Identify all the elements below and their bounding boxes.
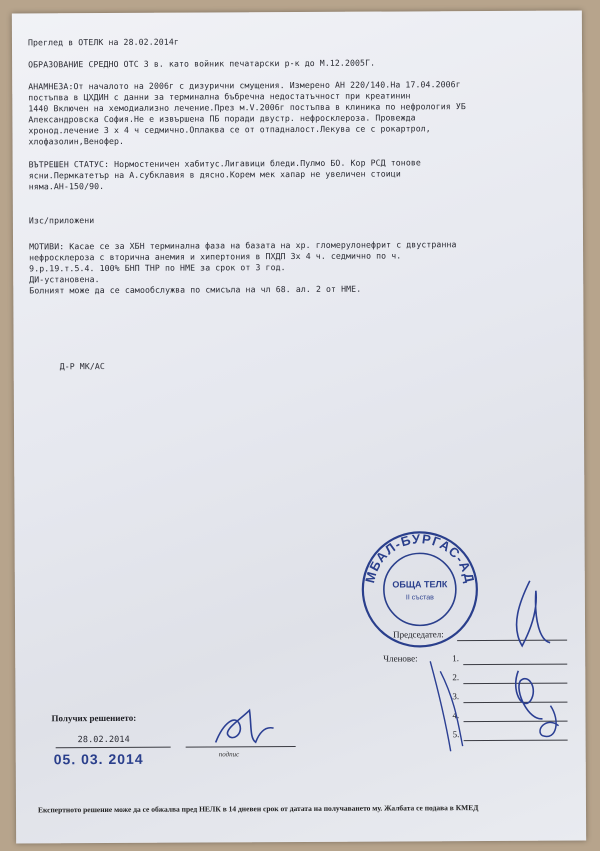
motives-line: ДИ-установена. bbox=[29, 274, 100, 285]
stamp-center-sub: II състав bbox=[405, 594, 434, 602]
member-number: 5. bbox=[452, 729, 460, 740]
anamnesis-line: постъпва в ЦХДИН с данни за терминална бъбречна недостатъчност при креатинин bbox=[28, 90, 411, 103]
motives-line: нефросклероза с вторична анемия и хипертония в ПХДП 3х 4 ч. седмично по ч. bbox=[29, 250, 402, 263]
member-number: 2. bbox=[452, 672, 460, 683]
motives-line: 9.р.19.т.5.4. 100% БНП ТНР по НМЕ за срок от 3 год. bbox=[29, 262, 286, 274]
members-label: Членове: bbox=[383, 653, 418, 664]
recipient-signature-icon bbox=[205, 702, 285, 752]
motives-line: МОТИВИ: Касае се за ХБН терминална фаза на базата на хр. гломерулонефрит с двустранна bbox=[29, 239, 457, 252]
received-label: Получих решението: bbox=[51, 712, 137, 724]
status-section bbox=[29, 157, 569, 193]
anamnesis-line: Александровска София.Не е извършена ПБ поради двустр. нефросклероза. Провежда bbox=[28, 112, 416, 125]
appeal-note: Експертното решение може да се обжалва пред НЕЛК в 14 дневен срок от датата на получаването му. Жалбата се подава в КМЕД bbox=[37, 803, 479, 815]
member-number: 1. bbox=[452, 653, 459, 664]
received-date-typed: 28.02.2014 bbox=[77, 734, 130, 746]
committee-signatures-icon bbox=[410, 551, 581, 762]
anamnesis-line: АНАМНЕЗА:От началото на 2006г с дизурични смущения. Измерено АН 220/140.На 17.04.2006г bbox=[28, 79, 461, 92]
motives-section bbox=[29, 239, 569, 297]
member-number: 4. bbox=[452, 710, 460, 721]
received-date-handwritten: 05. 03. 2014 bbox=[53, 750, 144, 768]
signature-caption: подпис bbox=[218, 750, 240, 759]
motives-line: Болният може да се самообслужва по смисъла на чл 68. ал. 2 от НМЕ. bbox=[29, 283, 362, 296]
member-number: 3. bbox=[452, 691, 460, 702]
document-page bbox=[12, 11, 586, 844]
chair-label: Председател: bbox=[393, 629, 444, 640]
investigations-line: Изс/приложени bbox=[28, 215, 95, 226]
date-line bbox=[56, 747, 171, 749]
stamp-center-title: ОБЩА ТЕЛК bbox=[392, 579, 448, 590]
education-line: ОБРАЗОВАНИЕ СРЕДНО ОТС 3 в. като войник печатарски р-к до М.12.2005Г. bbox=[28, 57, 376, 70]
stamp-ring-text: МБАЛ-БУРГАС-АД bbox=[362, 531, 478, 586]
doctor-initials: Д-Р МК/АС bbox=[59, 361, 105, 372]
review-line: Преглед в ОТЕЛК на 28.02.2014г bbox=[27, 36, 179, 48]
anamnesis-line: хронод.лечение 3 х 4 ч седмично.Оплаква се от отпадналост.Лекува се с рокартрол, bbox=[28, 123, 431, 136]
status-line: няма.АН-150/90. bbox=[28, 181, 105, 192]
anamnesis-line: 1440 Включен на хемодиализно лечение.През м.V.2006г постъпва в клиника по нефрология УБ bbox=[28, 101, 466, 114]
anamnesis-line: хлофазолин,Венофер. bbox=[28, 135, 125, 147]
anamnesis-section bbox=[28, 79, 568, 148]
status-line: ВЪТРЕШЕН СТАТУС: Нормостеничен хабитус.Лигавици бледи.Пулмо БО. Кор РСД тонове bbox=[28, 157, 421, 170]
status-line: ясни.Пермкатетър на А.субклавия в дясно.Корем мек хапар не увеличен стоици bbox=[28, 168, 401, 181]
